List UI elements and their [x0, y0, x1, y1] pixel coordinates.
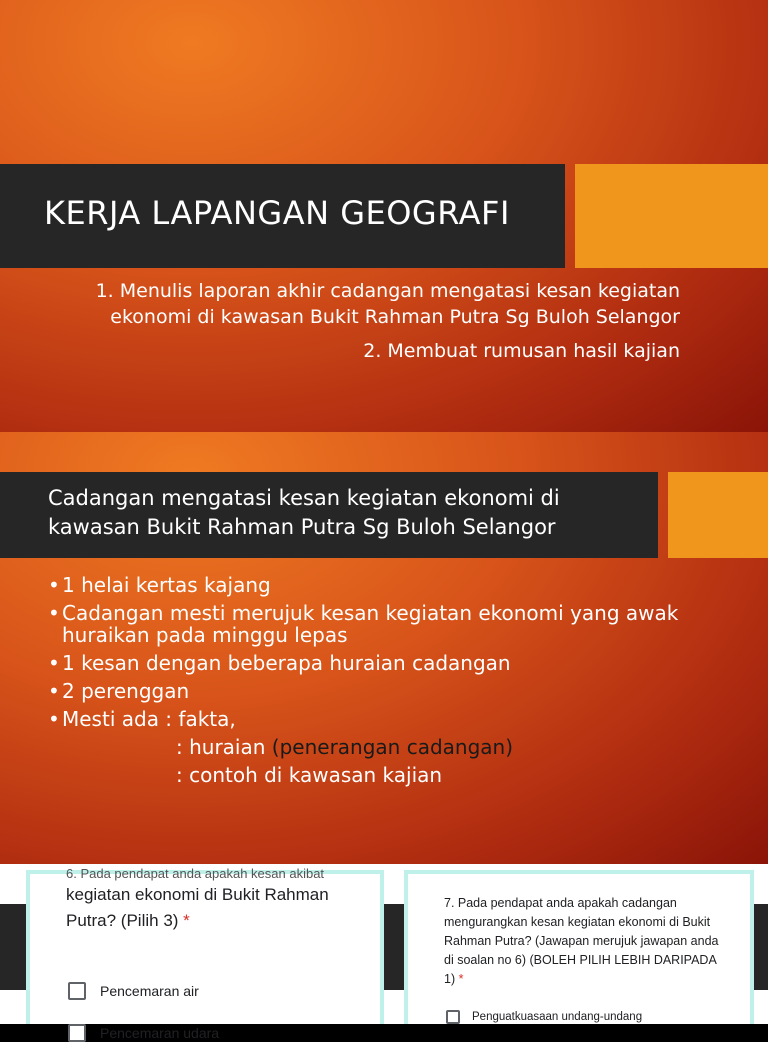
task-item-1: 1. Menulis laporan akhir cadangan mengatasi kesan kegiatan ekonomi di kawasan Bukit Rahman Putra Sg Buloh Selangor: [95, 280, 680, 328]
bullet-item: • 1 kesan dengan beberapa huraian cadangan: [48, 652, 748, 674]
slide-1: [0, 0, 768, 432]
bullet-item: • 2 perenggan: [48, 680, 748, 702]
accent-box: [668, 472, 768, 558]
slide-3: [0, 864, 768, 1041]
checkbox-icon[interactable]: [68, 1024, 86, 1042]
required-mark: *: [183, 911, 190, 930]
option-penguatkuasaan[interactable]: [446, 1010, 642, 1024]
bullet-item: • 1 helai kertas kajang: [48, 574, 748, 596]
sub-item-huraian: [48, 736, 748, 758]
bullet-item: • Mesti ada : fakta,: [48, 708, 748, 730]
checkbox-icon[interactable]: [68, 982, 86, 1000]
required-mark: *: [458, 972, 464, 986]
bullet-list: [48, 574, 748, 792]
question-label: kegiatan ekonomi di Bukit Rahman Putra? (Pilih 3): [66, 885, 329, 930]
option-pencemaran-air[interactable]: [68, 982, 199, 1000]
question-text: [66, 868, 356, 934]
task-item-2: 2. Membuat rumusan hasil kajian: [363, 340, 680, 362]
sub-item-contoh: : contoh di kawasan kajian: [176, 763, 443, 787]
task-list: [40, 278, 680, 364]
sub-item-prefix: : huraian: [176, 735, 272, 759]
question-text: [444, 894, 729, 989]
slide-title: KERJA LAPANGAN GEOGRAFI: [44, 194, 510, 232]
option-pencemaran-udara[interactable]: [68, 1024, 219, 1042]
form-question-card-7: [404, 870, 754, 1024]
checkbox-icon[interactable]: [446, 1010, 460, 1024]
accent-box: [575, 164, 768, 268]
title-band: [0, 164, 565, 268]
form-question-card-6: [26, 866, 384, 1041]
highlight-text: (penerangan cadangan): [271, 735, 514, 759]
slide-title: Cadangan mengatasi kesan kegiatan ekonomi di kawasan Bukit Rahman Putra Sg Buloh Selangor: [48, 486, 560, 539]
option-label: Pencemaran air: [100, 983, 199, 999]
cut-off-line: 6. Pada pendapat anda apakah kesan akibat: [66, 866, 325, 881]
title-band: [0, 472, 658, 558]
option-label: Pencemaran udara: [100, 1025, 220, 1041]
question-label: 7. Pada pendapat anda apakah cadangan mengurangkan kesan kegiatan ekonomi di Bukit Rahman Putra? (Jawapan merujuk jawapan anda di soalan no 6) (BOLEH PILIH LEBIH DARIPADA 1): [444, 896, 719, 986]
bullet-item: • Cadangan mesti merujuk kesan kegiatan ekonomi yang awak huraikan pada minggu lepas: [48, 602, 748, 646]
slide-2: [0, 432, 768, 864]
option-label: Penguatkuasaan undang-undang: [472, 1011, 643, 1023]
